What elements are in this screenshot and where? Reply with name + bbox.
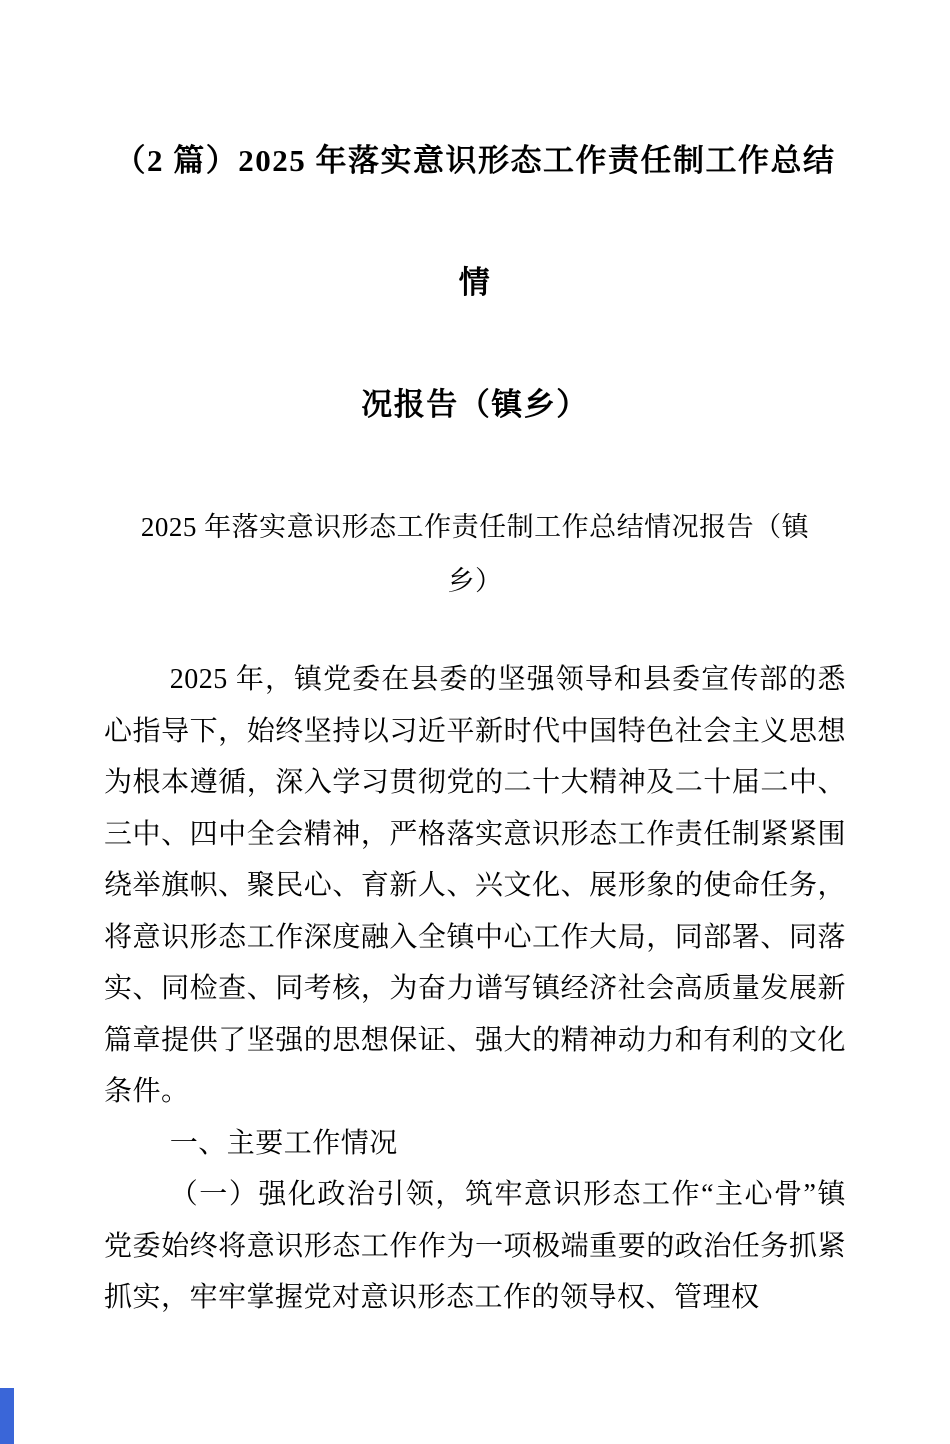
document-title-line-1: （2 篇）2025 年落实意识形态工作责任制工作总结情 bbox=[114, 143, 836, 300]
document-page bbox=[0, 100, 950, 1324]
document-subtitle-line-1: 2025 年落实意识形态工作责任制工作总结情况报告（镇 bbox=[140, 512, 810, 542]
page bbox=[0, 100, 950, 1444]
document-subtitle bbox=[104, 500, 846, 608]
document-subtitle-line-2: 乡） bbox=[447, 566, 503, 596]
document-body bbox=[104, 654, 846, 1324]
document-title-line-2: 况报告（镇乡） bbox=[361, 387, 589, 422]
page-edge-accent-bar bbox=[0, 1388, 14, 1444]
body-paragraph: （一）强化政治引领，筑牢意识形态工作“主心骨”镇党委始终将意识形态工作作为一项极端重要的政治任务抓紧抓实，牢牢掌握党对意识形态工作的领导权、管理权 bbox=[104, 1179, 846, 1313]
body-paragraph: 一、主要工作情况 bbox=[169, 1127, 398, 1159]
document-title bbox=[104, 100, 846, 466]
body-paragraph: 2025 年，镇党委在县委的坚强领导和县委宣传部的悉心指导下，始终坚持以习近平新时代中国特色社会主义思想为根本遵循，深入学习贯彻党的二十大精神及二十届二中、三中、四中全会精神，严格落实意识形态工作责任制紧紧围绕举旗帜、聚民心、育新人、兴文化、展形象的使命任务，将意识形态工作深度融入全镇中心工作大局，同部署、同落实、同检查、同考核，为奋力谱写镇经济社会高质量发展新篇章提供了坚强的思想保证、强大的精神动力和有利的文化条件。 bbox=[104, 664, 846, 1107]
